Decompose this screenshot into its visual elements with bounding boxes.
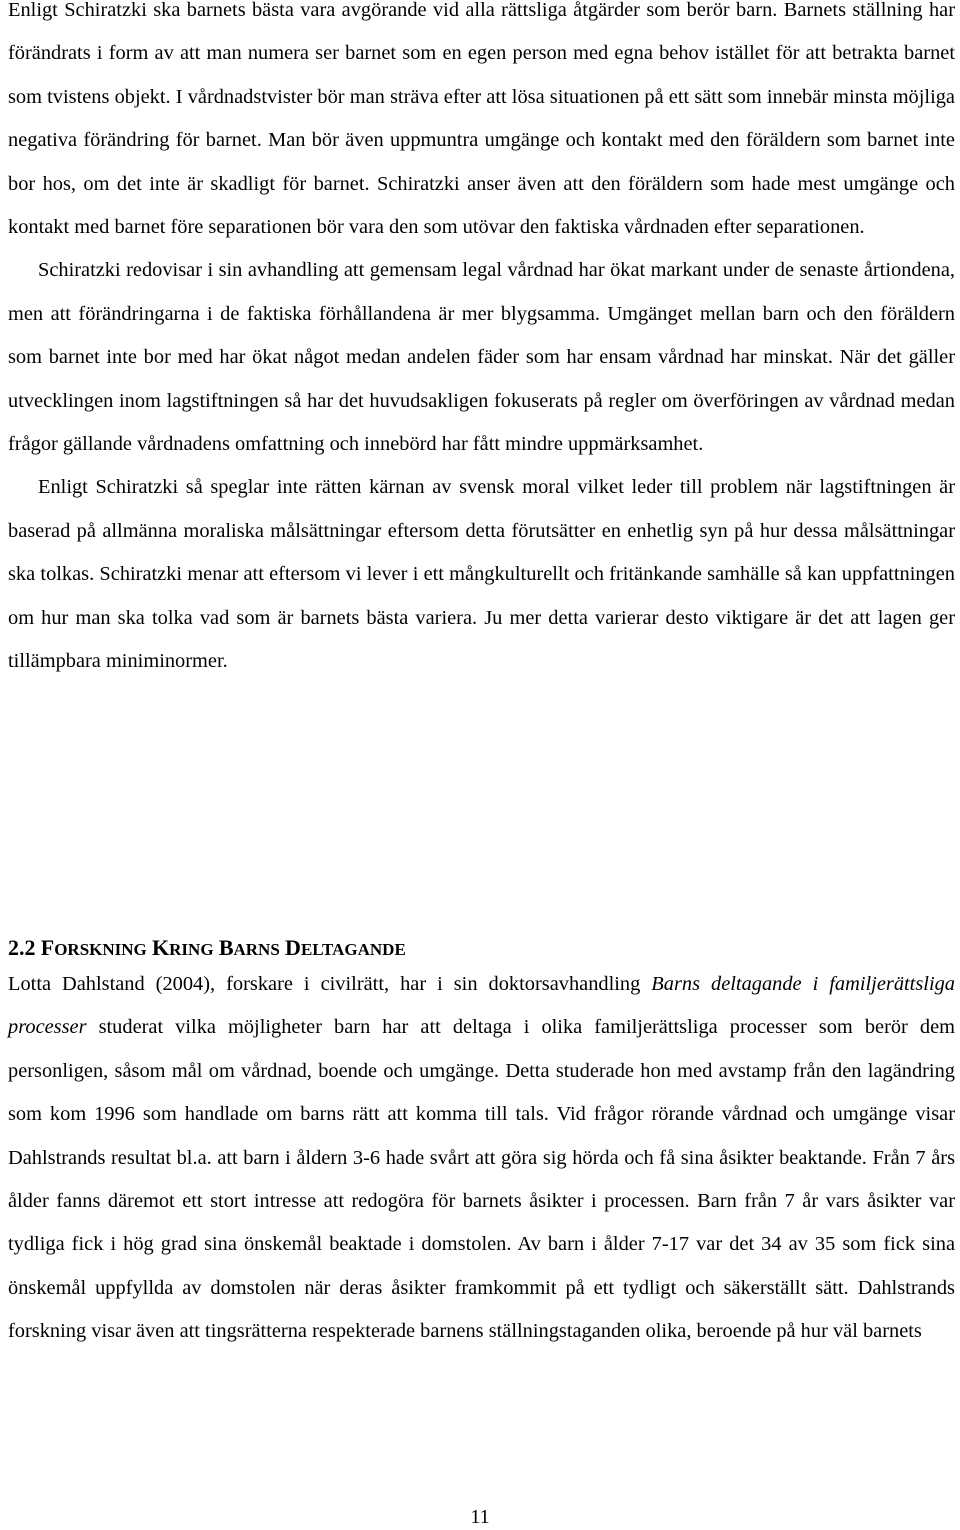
- section-title-word: ORSKNING: [54, 940, 147, 959]
- section-title-letter: K: [152, 935, 170, 960]
- body-paragraph: Enligt Schiratzki så speglar inte rätten kärnan av svensk moral vilket leder till problem när lagstiftningen är baserad på allmänna moraliska målsättningar eftersom detta förutsätter en enhetlig syn på hur dessa målsättningar ska tolkas. Schiratzki menar att eftersom vi lever i ett mångkulturellt och fritänkande samhälle så kan uppfattningen om hur man ska tolka vad som är barnets bästa variera. Ju mer detta varierar desto viktigare är det att lagen ger tillämpbara miniminormer.: [8, 476, 955, 673]
- thesis-title: Barns deltagande i familjerättsliga processer: [8, 973, 955, 1039]
- section-number: 2.2: [8, 935, 36, 960]
- section-title-word: ELTAGANDE: [300, 940, 406, 959]
- body-text: Lotta Dahlstand (2004), forskare i civilrätt, har i sin doktorsavhandling: [8, 973, 652, 995]
- section-title-letter: D: [285, 935, 301, 960]
- body-paragraph: Enligt Schiratzki ska barnets bästa vara avgörande vid alla rättsliga åtgärder som berör barn. Barnets ställning har förändrats i form av att man numera ser barnet som en egen person med egna behov istället för att betrakta barnet som tvistens objekt. I vårdnadstvister bör man sträva efter att lösa situationen på ett sätt som innebär minsta möjliga negativa förändring för barnet. Man bör även uppmuntra umgänge och kontakt med den föräldern som barnet inte bor hos, om det inte är skadligt för barnet. Schiratzki anser även att den föräldern som hade mest umgänge och kontakt med barnet före separationen bör vara den som utövar den faktiska vårdnaden efter separationen.: [8, 0, 955, 239]
- section-title-letter: F: [40, 935, 55, 960]
- document-page: [8, 0, 955, 1343]
- body-paragraph: Schiratzki redovisar i sin avhandling att gemensam legal vårdnad har ökat markant under de senaste årtiondena, men att förändringarna i de faktiska förhållandena är mer blygsamma. Umgänget mellan barn och den föräldern som barnet inte bor med har ökat något medan andelen fäder som har ensam vårdnad har minskat. När det gäller utvecklingen inom lagstiftningen så har det huvudsakligen fokuserats på regler om överföringen av vårdnad medan frågor gällande vårdnadens omfattning och innebörd har fått mindre uppmärksamhet.: [8, 259, 955, 456]
- section-title-word: ARNS: [233, 940, 280, 959]
- body-text: studerat vilka möjligheter barn har att deltaga i olika familjerättsliga processer som berör dem personligen, såsom mål om vårdnad, boende och umgänge. Detta studerade hon med avstamp från den lagändring som kom 1996 som handlade om barns rätt att komma till tals. Vid frågor rörande vårdnad och umgänge visar Dahlstrands resultat bl.a. att barn i åldern 3-6 hade svårt att göra sig hörda och få sina åsikter beaktande. Från 7 års ålder fanns däremot ett stort intresse att redogöra för barnets åsikter i processen. Barn från 7 år vars åsikter var tydliga fick i hög grad sina önskemål beaktade i domstolen. Av barn i ålder 7-17 var det 34 av 35 som fick sina önskemål uppfyllda av domstolen när deras åsikter framkommit på ett tydligt och säkerställt sätt. Dahlstrands forskning visar även att tingsrätterna respekterade barnens ställningstaganden olika, beroende på hur väl barnets: [8, 1016, 955, 1343]
- section-title-word: RING: [169, 940, 214, 959]
- page-number: 11: [470, 1506, 490, 1528]
- section-body: [8, 963, 955, 1354]
- body-paragraph: [8, 963, 955, 1354]
- section-title-letter: B: [218, 935, 234, 960]
